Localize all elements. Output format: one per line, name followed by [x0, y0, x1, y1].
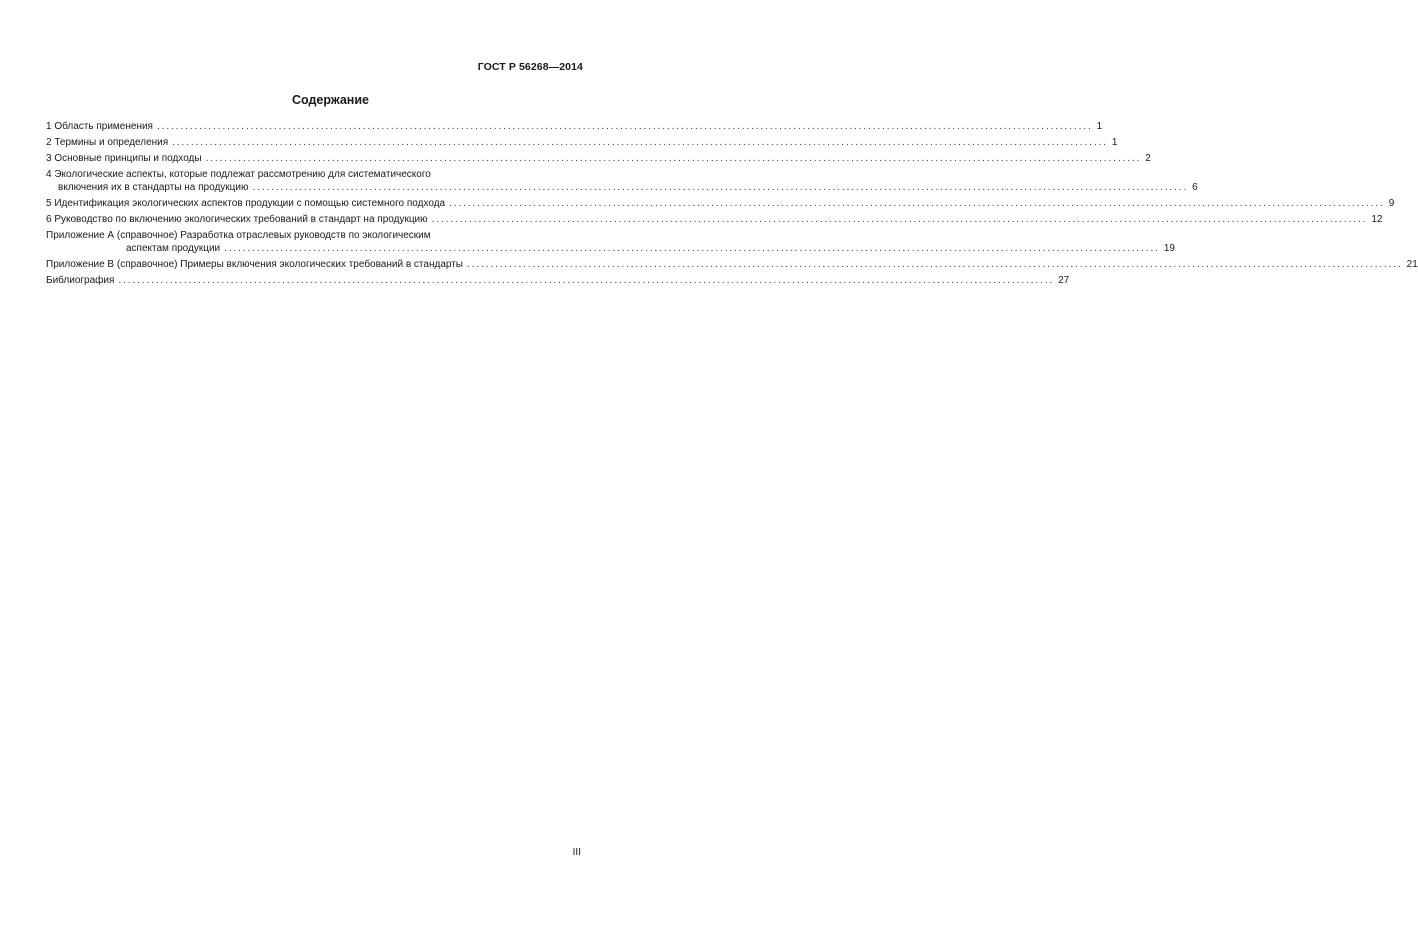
toc-entry-title: 2 Термины и определения: [46, 137, 169, 148]
toc-entry[interactable]: [46, 168, 1198, 194]
toc-dot-leader: ........................................................................................................................................................................................................: [467, 259, 1403, 270]
toc-dot-leader: ........................................................................................................................................................................................................: [431, 214, 1368, 225]
toc-entry[interactable]: [46, 152, 1151, 165]
toc-entry-title: 4 Экологические аспекты, которые подлежат рассмотрению для систематического: [46, 169, 431, 180]
toc-dot-leader: ........................................................................................................................................................................................................: [156, 121, 1093, 132]
toc-dot-leader: ........................................................................................................................................................................................................: [118, 275, 1055, 286]
toc-dot-leader: ........................................................................................................................................................................................................: [172, 137, 1108, 148]
toc-entry[interactable]: [46, 213, 1383, 226]
page-number: III: [572, 847, 581, 858]
toc-entry-title: Библиография: [46, 275, 115, 286]
table-of-contents: [46, 120, 1418, 290]
toc-entry[interactable]: [46, 274, 1070, 287]
toc-entry[interactable]: [46, 136, 1118, 149]
toc-entry-title: Приложение А (справочное) Разработка отраслевых руководств по экологическим: [46, 230, 431, 241]
toc-entry-title: Приложение В (справочное) Примеры включения экологических требований в стандарты: [46, 259, 463, 270]
toc-entry[interactable]: [46, 120, 1103, 133]
document-code: ГОСТ Р 56268—2014: [477, 61, 583, 73]
toc-page-number: 1: [1111, 137, 1118, 148]
toc-dot-leader: ........................................................................................................................................................................................................: [224, 243, 1160, 254]
toc-entry[interactable]: [46, 197, 1395, 210]
toc-dot-leader: ........................................................................................................................................................................................................: [252, 182, 1189, 193]
toc-dot-leader: ........................................................................................................................................................................................................: [449, 198, 1385, 209]
toc-entry-title: 6 Руководство по включению экологических требований в стандарт на продукцию: [46, 214, 428, 225]
toc-page-number: 9: [1388, 198, 1395, 209]
toc-entry[interactable]: [46, 258, 1418, 271]
toc-entry-title-continued: включения их в стандарты на продукцию: [58, 182, 249, 193]
toc-page-number: 12: [1371, 214, 1383, 225]
toc-page-number: 6: [1192, 182, 1198, 193]
toc-page-number: 2: [1145, 153, 1151, 164]
toc-page-number: 1: [1096, 121, 1103, 132]
page-title: Содержание: [291, 93, 369, 107]
toc-dot-leader: ........................................................................................................................................................................................................: [205, 153, 1142, 164]
toc-page-number: 19: [1163, 243, 1175, 254]
toc-page-number: 21: [1406, 259, 1418, 270]
toc-page-number: 27: [1058, 275, 1070, 286]
toc-entry-title: 3 Основные принципы и подходы: [46, 153, 202, 164]
toc-entry-title: 5 Идентификация экологических аспектов продукции с помощью системного подхода: [46, 198, 446, 209]
toc-entry-title: 1 Область применения: [46, 121, 153, 132]
toc-entry-title-continued: аспектам продукции: [126, 243, 221, 254]
toc-entry[interactable]: [46, 229, 1175, 255]
